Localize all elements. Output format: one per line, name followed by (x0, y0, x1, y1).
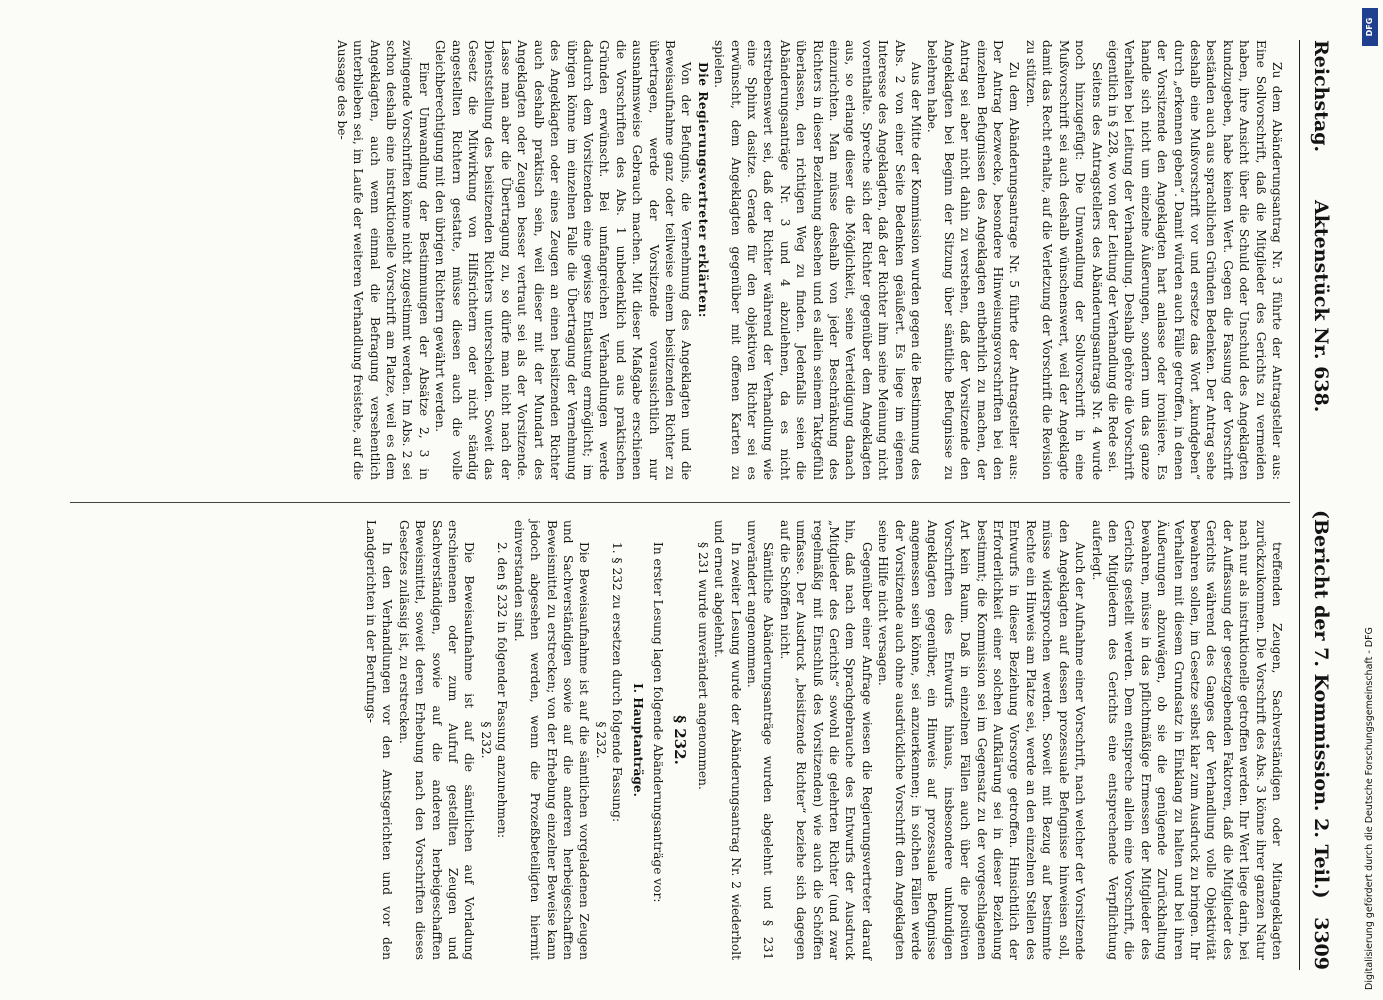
paragraph-sign: § 232. (478, 721, 493, 759)
paragraph: Zu dem Abänderungsantrage Nr. 5 führte der Antragsteller aus: Der Antrag bezwecke, besondere Hinweisungsvorschriften bei den einzelnen Befugnissen des Angeklagten entbehrlich zu machen, der Antrag sei aber nicht dahin zu verstehen, daß der Vorsitzende den Angeklagten bei Beginn der Sitzung über sämtliche Befugnisse zu belehren habe. (925, 40, 1022, 480)
right-column (363, 520, 1285, 960)
list-item: 1. § 232 zu ersetzen durch folgende Fassung: (610, 542, 625, 823)
paragraph: Zu dem Abänderungsantrag Nr. 3 führte der Antragsteller aus: Eine Sollvorschrift, daß die Mitglieder des Gerichts zu vermeiden haben, ihre Ansicht über die Schuld oder Unschuld des Angeklagten kundzugeben, habe keinen Wert. Gegen die Fassung der Vorschrift beständen auch aus sprachlichen Gründen Bedenken. Der Antrag sehe deshalb eine Mußvorschrift vor und ersetze das Wort „kundgeben“ durch „erkennen geben“. Damit würden auch Fälle getroffen, in denen der Vorsitzende den Angeklagten hart anlasse oder ironisiere. Es handle sich nicht um einzelne Äußerungen, sondern um das ganze Verhalten bei Leitung der Verhandlung. Deshalb gehöre die Vorschrift eigentlich in § 228, wo von der Leitung der Verhandlung die Rede sei. (1105, 40, 1284, 480)
column-divider (70, 502, 1290, 503)
paragraph: Einer Umwandlung der Bestimmungen der Absätze 2, 3 in zwingende Vorschriften könne nicht zugestimmt werden. Im Abs. 2 sei schon deshalb eine instruktionelle Vorschrift am Platze, weil es dem Angeklagten, auch wenn einmal die Befragung versehentlich unterblieben sei, im Laufe der weiteren Verhandlung freistehe, auf die Aussage des be- (334, 40, 431, 480)
paragraph: Die Beweisaufnahme ist auf die sämtlichen auf Vorladung erschienenen oder zum Aufruf gestellten Zeugen und Sachverständigen, sowie auf die anderen herbeigeschafften Beweismittel, soweit deren Erhebung nach den Vorschriften dieses Gesetzes zulässig ist, zu erstrecken. (396, 520, 477, 960)
rotated-document (50, 40, 1340, 970)
paragraph: Sämtliche Abänderungsanträge wurden abgelehnt und § 231 unverändert angenommen. (745, 520, 776, 960)
paragraph: Seitens des Antragstellers des Abänderungsantrags Nr. 4 wurde noch hinzugefügt: Die Umwandlung der Sollvorschrift in eine Mußvorschrift sei auch deshalb wünschenswert, weil der Angeklagte damit das Recht erhalte, auf die Verletzung der Vorschrift die Revision zu stützen. (1023, 40, 1104, 480)
paragraph: Von der Befugnis, die Vernehmung des Angeklagten und die Beweisaufnahme ganz oder teilweise einem beisitzenden Richter zu übertragen, werde der Vorsitzende voraussichtlich nur ausnahmsweise Gebrauch machen. Mit dieser Maßgabe erschienen die Vorschriften des Abs. 1 unbedenklich und aus praktischen Gründen erwünscht. Bei umfangreichen Verhandlungen werde dadurch dem Vorsitzenden eine gewisse Entlastung ermöglicht; im übrigen könne im einzelnen Falle die Übertragung der Vernehmung des Angeklagten oder eines Zeugen an einen beisitzenden Richter auch deshalb praktisch sein, weil dieser mit der Mundart des Angeklagten oder Zeugen besser vertraut sei als der Vorsitzende. Lasse man aber die Übertragung zu, so dürfe man nicht nach der Dienststellung des beisitzenden Richters unterscheiden. Soweit das Gesetz die Mitwirkung von Hilfsrichtern oder nicht ständig angestellten Richtern gestatte, müsse diesen auch die volle Gleichberechtigung mit den übrigen Richtern gewährt werden. (433, 40, 694, 480)
paragraph: Aus der Mitte der Kommission wurden gegen die Bestimmung des Abs. 2 von einer Seite Bedenken geäußert. Es liege im eigenen Interesse des Angeklagten, daß der Richter ihm seine Meinung nicht vorenthalte. Spreche sich der Richter gegenüber dem Angeklagten aus, so erlange dieser die Möglichkeit, seine Verteidigung danach einzurichten. Man müsse deshalb von jeder Beschränkung des Richters in dieser Beziehung absehen und es allein seinem Taktgefühl überlassen, den richtigen Weg zu finden. Jedenfalls seien die Abänderungsanträge Nr. 3 und 4 abzulehnen, da es nicht erstrebenswert sei, daß der Richter während der Verhandlung wie eine Sphinx dasitze. Gerade für den objektiven Richter sei es erwünscht, dem Angeklagten gegenüber mit offenen Karten zu spielen. (712, 40, 924, 480)
section-heading: § 232. (671, 715, 690, 765)
paragraph: Die Beweisaufnahme ist auf die sämtlichen vorgeladenen Zeugen und Sachverständigen sowie auf die anderen herbeigeschafften Beweismittel zu erstrecken; von der Erhebung einzelner Beweise kann jedoch abgesehen werden, wenn die Prozeßbeteiligten hiermit einverstanden sind. (511, 520, 592, 960)
paragraph: Auch der Aufnahme einer Vorschrift, nach welcher der Vorsitzende den Angeklagten auf dessen prozessuale Befugnisse hinweisen soll, müsse widersprochen werden. Soweit mit Bezug auf bestimmte Rechte ein Hinweis am Platze sei, werde an den einzelnen Stellen des Entwurfs in dieser Beziehung Vorsorge getroffen. Hinsichtlich der Erforderlichkeit einer solchen Aufklärung sei in dieser Beziehung bestimmt; die Kommission sei im Gegensatz zu der vorgeschlagenen Art kein Raum. Daß in einzelnen Fällen auch über die positiven Vorschriften des Entwurfs hinaus, insbesondere unkundigen Angeklagten gegenüber, ein Hinweis auf prozessuale Befugnisse angemessen sein könne, sei anzuerkennen; in solchen Fällen werde der Vorsitzende auch ohne ausdrückliche Vorschrift dem Angeklagten seine Hilfe nicht versagen. (876, 520, 1088, 960)
paragraph: In zweiter Lesung wurde der Abänderungsantrag Nr. 2 wiederholt und erneut abgelehnt. (712, 520, 743, 960)
digitization-note: Digitalisierung gefördert durch die Deutsche Forschungsgemeinschaft - DFG (1364, 627, 1375, 990)
paragraph-sign: § 232. (593, 721, 608, 759)
paragraph: Die Regierungsvertreter erklärten: (695, 62, 710, 318)
dfg-logo: DFG (1362, 8, 1378, 46)
header-left: Reichstag. (1310, 40, 1332, 153)
paragraph: treffenden Zeugen, Sachverständigen oder Mitangeklagten zurückzukommen. Die Vorschrift des Abs. 3 könne ihrer ganzen Natur nach nur als instruktionelle getroffen werden. Ihr Wert liege darin, bei der Auffassung der gesetzgebenden Faktoren, daß die Mitglieder des Gerichts während des Ganges der Verhandlung volle Objektivität bewahren sollen, im Gesetze selbst klar zum Ausdruck zu bringen. Ihr Verhalten mit diesem Grundsatz in Einklang zu halten und bei ihren Äußerungen abzuwägen, ob sie die genügende Zurückhaltung bewahren, müsse in das pflichtmäßige Ermessen der Mitglieder des Gerichts gestellt werden. Dem entspreche allein eine Vorschrift, die den Mitgliedern des Gerichts eine entsprechende Verpflichtung auferlegt. (1089, 520, 1284, 960)
header-document-number: Aktenstück Nr. 638. (1310, 200, 1332, 413)
header-report-title: (Bericht der 7. Kommission. 2. Teil.) (1310, 510, 1332, 899)
side-note (1362, 10, 1378, 990)
paragraph: Gegenüber einer Anfrage wiesen die Regierungsvertreter darauf hin, daß nach dem Sprachgebrauche des Entwurfs der Ausdruck „Mitglieder des Gerichts“ sowohl die gelehrten Richter (und zwar regelmäßig mit Einschluß des Vorsitzenden) wie auch die Schöffen umfasse. Der Ausdruck „beisitzende Richter“ beziehe sich dagegen auf die Schöffen nicht. (777, 520, 874, 960)
sub-heading: I. Hauptanträge. (630, 683, 645, 797)
paragraph: In erster Lesung lagen folgende Abänderungsanträge vor: (650, 542, 665, 903)
running-header (1299, 40, 1340, 970)
list-item: 2. den § 232 in folgender Fassung anzunehmen: (495, 542, 510, 839)
paragraph: In den Verhandlungen vor den Amtsgerichten und vor den Landgerichten in der Berufungs- (364, 520, 395, 960)
paragraph: § 231 wurde unverändert angenommen. (695, 542, 710, 790)
page-number: 3309 (1310, 917, 1332, 970)
left-column (333, 40, 1285, 480)
